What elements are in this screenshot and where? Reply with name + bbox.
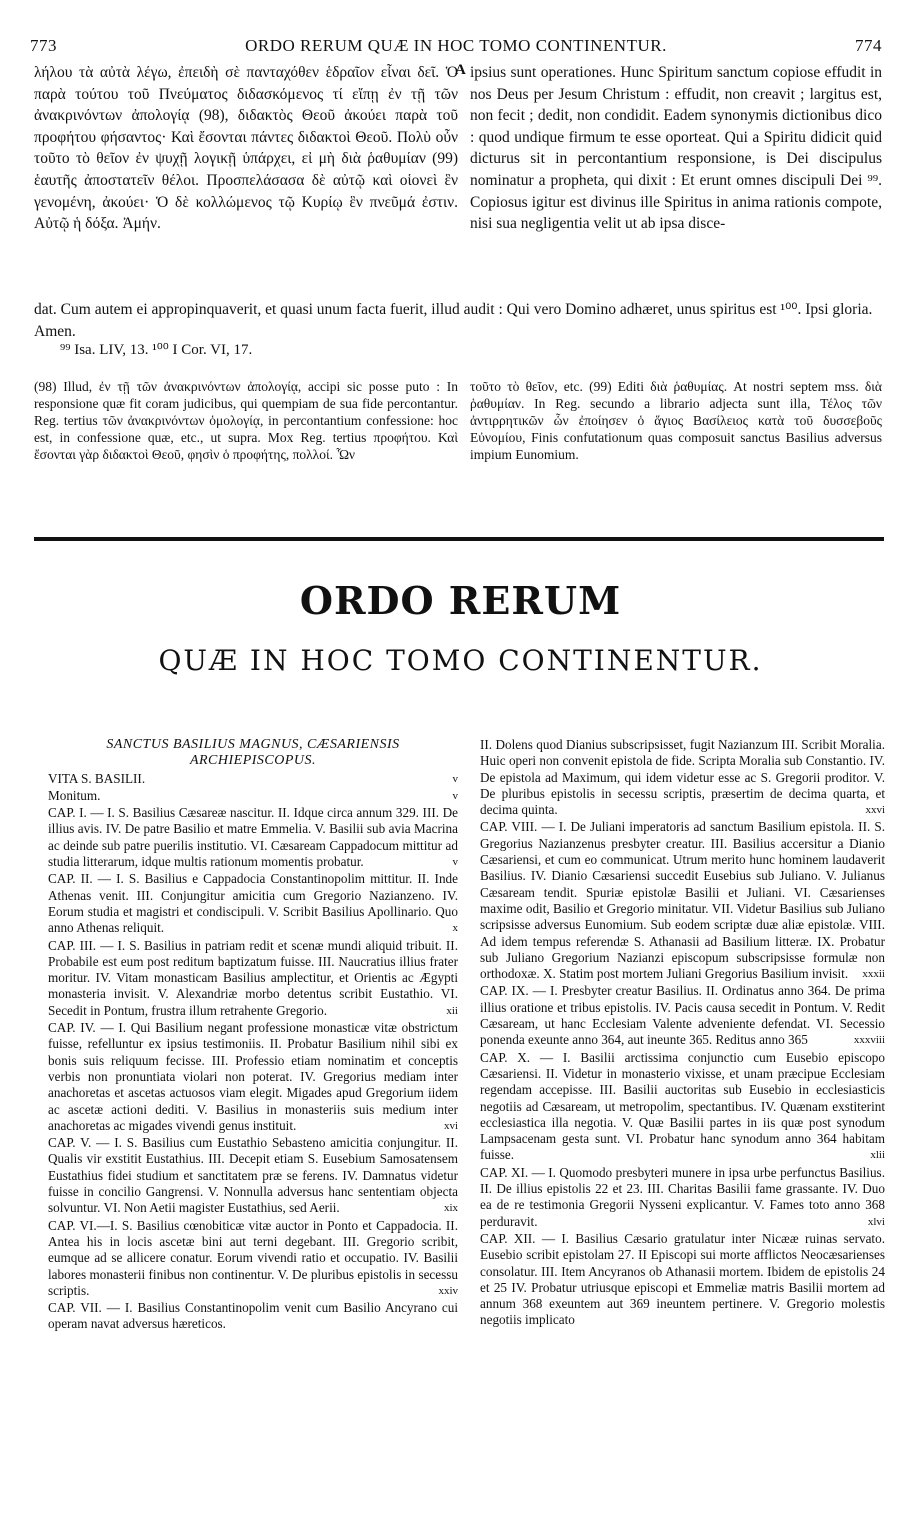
toc-entry-text: CAP. V. — I. S. Basilius cum Eustathio Sebasteno amicitia conjungitur. II. Qualis vir exstitit Eustathius. III. Decepit etiam S. Eusebium Samosatensem Eustathius fidei studium et sanctitatem præ se ferens. IV. Damnatus videtur fuisse in concilio Gangrensi. V. Nonnulla adversus hanc sententiam objecta solvuntur. VI. Non Aetii magister Eustathius, sed Aerii. (48, 1135, 458, 1216)
running-title: ORDO RERUM QUÆ IN HOC TOMO CONTINENTUR. (245, 36, 667, 55)
footnote-refs: ⁹⁹ Isa. LIV, 13. ¹⁰⁰ I Cor. VI, 17. (60, 342, 253, 358)
toc-page-number: v (452, 856, 458, 869)
toc-entry (480, 1050, 885, 1164)
toc-left-column (48, 737, 458, 1334)
latin-text: ipsius sunt operationes. Hunc Spiritum sanctum copiose effudit in nos Deus per Jesum Christum : effudit, non creavit ; largitus est, non fecit ; dedit, non condidit. Eadem synonymis dictionibus dico : quod undique firmum te esse oporteat. Qui a Spiritu didicit quid dicturus sit in percontantium responsione, is Dei discipulus nominatur a propheta, qui dixit : Et erunt omnes discipuli Dei ⁹⁹. Copiosus igitur est divinus ille Spiritus in anima rationis compote, nisi sua negligentia velit ut ab ipsa disce- (470, 64, 882, 233)
toc-entry-text: CAP. VIII. — I. De Juliani imperatoris ad sanctum Basilium epistola. II. S. Gregorius Nazianzenus presbyter creatur. III. Basilius accersitur a Dianio Cæsariensi, et cum eo communicat. Utrum merito hunc hominem laudaverit Basilius. IV. Dianio Cæsariensi succedit Eusebius sub Juliano. V. Julianus Cæsaream tendit. Spuriæ epistolæ Basilii et Juliani. VI. Cæsarienses maxime odit, Basilio et Gregorio minitatur. VII. Videtur Basilius sub Juliano scripsisse adversus Eunomium. Sub eodem scriptæ duæ aliæ epistolæ. VIII. Ad idem tempus referendæ S. Athanasii ad Basilium litteræ. IX. Probatur sub Juliano Gregorium Nazianzi episcopum subscripsisse formulæ non orthodoxæ. X. Statim post mortem Juliani Gregorius Basilium invisit. (480, 819, 885, 982)
note-right (470, 378, 882, 463)
toc-entry-text: CAP. IV. — I. Qui Basilium negant professione monasticæ vitæ obstrictum fuisse, refelluntur ex ipsius testimoniis. II. Probatur Basilium nihil sibi ex bonis suis reliquum fecisse. III. Professio etiam nominatim et conceptis verbis non pronuntiata violari non poterat. IV. Gregorius mediam inter anachoretas et ascetas actuosos viam elegit. Migades apud Gregorium iidem ac ascetæ actioni dediti. V. Basilius in monasteriis suis medium inter anachoretas ac migades vivendi genus instituit. (48, 1020, 458, 1133)
page-subtitle: QUÆ IN HOC TOMO CONTINENTUR. (158, 644, 763, 677)
toc-entry-text: CAP. IX. — I. Presbyter creatur Basilius. II. Ordinatus anno 364. De prima illius oratione et tribus epistolis. IV. Pacis causa secedit in Pontum. V. Redit Cæsaream, ut hanc Ecclesiam Valente adveniente defendat. VI. Secessio ponenda exeunte anno 364, aut ineunte 365. Reditus anno 365 (480, 983, 885, 1048)
toc-entry-text: II. Dolens quod Dianius subscripsisset, fugit Nazianzum III. Scribit Moralia. Huic operi non convenit epistola de fide. Scripta Moralia sub Constantio. IV. De epistola ad Maximum, qui idem videtur esse ac S. Gregorii proditor. V. De pluribus epistolis in secessu scriptis, præsertim de decima quarta, et decima quinta. (480, 737, 885, 818)
toc-entry-text: VITA S. BASILII. (48, 770, 146, 786)
toc-page-number: xxvi (865, 804, 885, 817)
note-right-text: τοῦτο τὸ θεῖον, etc. (99) Editi διὰ ῥαθυμίας. At nostri septem mss. διὰ ῥαθυμίαν. In Reg. secundo a librario adjecta sunt illa, Τέλος τῶν ἀντιρρητικῶν ὧν ἐποίησεν ὁ ἅγιος Βασίλειος κατὰ τοῦ δυσσεβοῦς Εὐνομίου, Finis confutationum quas composuit sanctus Basilius adversus impium Eunomium. (470, 379, 882, 462)
toc-entry-text: CAP. I. — I. S. Basilius Cæsareæ nascitur. II. Idque circa annum 329. III. De illius avis. IV. De patre Basilio et matre Emmelia. V. Basilii sub avia Macrina ac deinde sub patre puerilis institutio. VI. Cæsaream Cappadocum mittitur ad studia litterarum, idque multis rationum momentis probatur. (48, 805, 458, 870)
toc-entry (48, 1300, 458, 1333)
toc-entry-text: CAP. XII. — I. Basilius Cæsario gratulatur inter Nicææ ruinas servato. Eusebio scribit epistolam 27. II Episcopi sui morte afflictos Neocæsarienses consolatur. III. Item Ancyranos ob Athanasii mortem. Ibidem de epistolis 24 et 25 IV. Probatur utriusque episcopi et Emmeliæ matris Basilii mortem ad annum 368 exeuntem aut 369 ineuntem pertinere. V. Gregorio molestis negotiis implicato (480, 1230, 885, 1328)
section-rule (34, 537, 884, 541)
note-left-text: (98) Illud, ἐν τῇ τῶν ἀνακρινόντων ἀπολογίᾳ, accipi sic posse puto : In responsione quæ fit coram judicibus, qui quempiam de sua fide percontantur. Reg. tertius τῶν ἀνακρινόντων ὁμολογίᾳ, in percontantium confessione: hoc est, in confessione quæ, etc., ut supra. Mox Reg. tertius προφήτου. Καὶ ἔσονται γὰρ διδακτοὶ Θεοῦ, φησὶν ὁ προφήτης, πολλοί. Ὧν (34, 379, 458, 462)
toc-page-number: x (452, 922, 458, 935)
toc-page-number: v (452, 789, 458, 802)
toc-entry (48, 771, 458, 787)
toc-entry-text: CAP. XI. — I. Quomodo presbyteri munere in ipsa urbe perfunctus Basilius. II. De illius epistolis 22 et 23. III. Charitas Basilii fame grassante. IV. Duo ea de re testimonia Gregorii Nysseni explicantur. V. Fames toto anno 368 perduravit. (480, 1164, 885, 1229)
toc-entry (48, 1135, 458, 1216)
toc-entry-text: CAP. VII. — I. Basilius Constantinopolim venit cum Basilio Ancyrano cui operam navat adversus hæreticos. (48, 1300, 458, 1332)
note-left (34, 378, 458, 463)
toc-entry (48, 871, 458, 936)
toc-entry-text: Monitum. (48, 787, 101, 803)
latin-column (470, 62, 882, 235)
toc-entry (480, 1231, 885, 1329)
running-header (30, 36, 882, 58)
toc-page-number: xlvi (867, 1215, 885, 1228)
greek-text: λήλου τὰ αὐτὰ λέγω, ἐπειδὴ σὲ πανταχόθεν ἑδραῖον εἶναι δεῖ. Ὁ παρὰ τούτου τοῦ Πνεύματος διδασκόμενος τί εἴπῃ ἐν τῇ τῶν ἀνακρινόντων ἀπολογίᾳ (98), διδακτὸς Θεοῦ ἀκούει παρὰ τοῦ προφήτου φήσαντος· Καὶ ἔσονται πάντες διδακτοὶ Θεοῦ. Πολὺ οὖν τοῦτο τὸ θεῖον ἐν ψυχῇ λογικῇ ὑπάρχει, εἰ μὴ διὰ ῥαθυμίαν (99) ἑαυτῆς ἀποστατεῖν θέλοι. Προσπελάσασα δὲ αὐτῷ καὶ οἱονεὶ ἓν γενομένη, ἀκούει· Ὁ δὲ κολλώμενος τῷ Κυρίῳ ἓν πνεῦμά ἐστιν. Αὐτῷ ἡ δόξα. Ἀμήν. (34, 64, 458, 233)
toc-entry (480, 1165, 885, 1230)
toc-page-number: xvi (443, 1119, 458, 1132)
toc-entry (48, 938, 458, 1019)
toc-page-number: xlii (870, 1149, 885, 1162)
toc-right-column (480, 737, 885, 1330)
toc-entry (48, 788, 458, 804)
toc-entry-text: SANCTUS BASILIUS MAGNUS, CÆSARIENSIS ARCHIEPISCOPUS. (106, 737, 400, 769)
page-number-left: 773 (30, 36, 57, 55)
margin-letter: A (455, 62, 466, 78)
page-number-right: 774 (855, 36, 882, 55)
toc-page-number: xxxviii (853, 1034, 885, 1047)
toc-page-number: v (452, 772, 458, 785)
toc-entry (480, 737, 885, 818)
toc-page-number: xii (446, 1004, 458, 1017)
toc-page-number: xix (443, 1202, 458, 1215)
toc-entry-text: CAP. III. — I. S. Basilius in patriam redit et scenæ mundi aliquid tribuit. II. Probabile est eum post reditum baptizatum fuisse. III. Naucratius illius frater moritur. IV. Vitam monasticam Basilius amplectitur, et Orientis ac Ægypti monasteria invisit. V. Alexandriæ morbo detentus scribit Eustathio. VI. Secedit in Pontum, frustra illum retrahente Gregorio. (48, 937, 458, 1018)
toc-entry (48, 1020, 458, 1134)
toc-entry-text: CAP. X. — I. Basilii arctissima conjunctio cum Eusebio episcopo Cæsariensi. II. Videtur in monasterio vixisse, et unam præcipue Ecclesiam regendam accepisse. III. Basilii auctoritas sub Eusebio in ecclesiasticis negotiis ad Cæsaream, ut metropolim, spectantibus. IV. Quænam exstiterint ecclesiastica illa negotia. V. Quæ Basilii partes in iis quæ post synodum Lampsacenam gesta sunt. VI. Probatur hanc synodum anno 364 habitam fuisse. (480, 1049, 885, 1163)
page-title: ORDO RERUM (299, 578, 622, 623)
greek-column (34, 62, 458, 235)
toc-entry-text: CAP. II. — I. S. Basilius e Cappadocia Constantinopolim mittitur. II. Inde Athenas venit. III. Conjungitur amicitia cum Gregorio Nazianzeno. IV. Eorum studia et magistri et condiscipuli. V. Scribit Basilius Apollinario. Quo anno Athenas reliquit. (48, 871, 458, 936)
toc-entry (48, 1218, 458, 1299)
latin-full-line: dat. Cum autem ei appropinquaverit, et quasi unum facta fuerit, illud audit : Qui vero Domino adhæret, unus spiritus est ¹⁰⁰. Ipsi gloria. Amen. (34, 301, 873, 340)
toc-entry (48, 805, 458, 870)
toc-entry (48, 737, 458, 770)
toc-page-number: xxxii (862, 968, 885, 981)
toc-entry-text: CAP. VI.—I. S. Basilius cœnobiticæ vitæ auctor in Ponto et Cappadocia. II. Antea his in locis ascetæ bini aut terni degebant. III. Gregorio scribit, eumque ad se allicere conatur. Eorum vivendi ratio et occupatio. IV. Basilii labores monasterii finibus non continentur. V. De pluribus epistolis in secessu scriptis. (48, 1217, 458, 1298)
toc-entry (480, 819, 885, 982)
toc-entry (480, 983, 885, 1048)
toc-page-number: xxiv (438, 1284, 458, 1297)
